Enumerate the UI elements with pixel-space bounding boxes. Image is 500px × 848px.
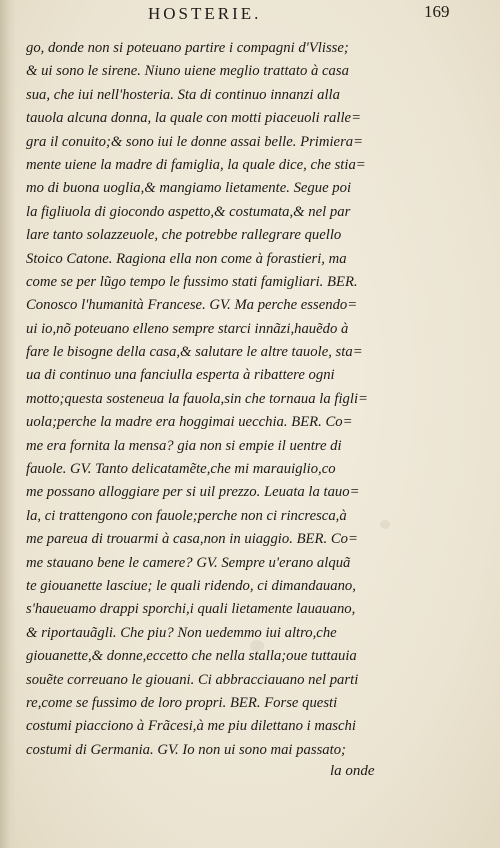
text-line: fauole. GV. Tanto delicatamẽte,che mi marauiglio,co bbox=[26, 461, 336, 478]
text-line: re,come se fussimo de loro propri. BER. Forse questi bbox=[26, 694, 338, 711]
text-line: mente uiene la madre di famiglia, la quale dice, che stia= bbox=[26, 156, 366, 173]
text-line: me possano alloggiare per si uil prezzo. Leuata la tauo= bbox=[26, 484, 360, 501]
text-line: gra il conuito;& sono iui le donne assai belle. Primiera= bbox=[26, 133, 364, 150]
text-line: la figliuola di giocondo aspetto,& costumata,& nel par bbox=[26, 203, 351, 220]
text-line: me stauano bene le camere? GV. Sempre u'erano alquã bbox=[26, 554, 351, 571]
text-line: go, donde non si poteuano partire i compagni d'Vlisse; bbox=[26, 40, 349, 56]
text-line: souẽte correuano le giouani. Ci abbracciauano nel parti bbox=[26, 671, 359, 688]
text-line: me era fornita la mensa? gia non si empie il uentre di bbox=[26, 437, 342, 454]
running-head: HOSTERIE. bbox=[148, 4, 262, 23]
text-line: mo di buona uoglia,& mangiamo lietamente. Segue poi bbox=[26, 180, 352, 197]
text-line: s'haueuamo drappi sporchi,i quali lietamente lauauano, bbox=[26, 601, 356, 618]
text-line: costumi piacciono à Frãcesi,à me piu dilettano i maschi bbox=[26, 718, 356, 735]
text-line: sua, che iui nell'hosteria. Sta di continuo innanzi alla bbox=[26, 86, 340, 103]
page-gutter-shadow bbox=[0, 0, 16, 848]
text-line: lare tanto solazzeuole, che potrebbe rallegrare quello bbox=[26, 227, 342, 244]
text-line: te giouanette lasciue; le quali ridendo, ci dimandauano, bbox=[26, 577, 356, 594]
text-line: Stoico Catone. Ragiona ella non come à forastieri, ma bbox=[26, 250, 347, 267]
body-text bbox=[26, 37, 406, 762]
text-line: Conosco l'humanità Francese. GV. Ma perche essendo= bbox=[26, 297, 358, 314]
text-line: fare le bisogne della casa,& salutare le altre tauole, sta= bbox=[26, 344, 363, 361]
page-number: 169 bbox=[424, 2, 450, 21]
catchword: la onde bbox=[330, 763, 375, 779]
text-line: ui io,nõ poteuano elleno sempre starci innãzi,hauẽdo à bbox=[26, 320, 349, 337]
text-line: ua di continuo una fanciulla esperta à ribattere ogni bbox=[26, 367, 335, 384]
text-line: giouanette,& donne,eccetto che nella stalla;oue tuttauia bbox=[26, 648, 357, 665]
text-line: & ui sono le sirene. Niuno uiene meglio trattato à casa bbox=[26, 63, 349, 80]
text-line: me pareua di trouarmi à casa,non in uiaggio. BER. Co= bbox=[26, 531, 358, 548]
text-line: & riportauãgli. Che piu? Non uedemmo iui altro,che bbox=[26, 624, 337, 641]
text-line: tauola alcuna donna, la quale con motti piaceuoli ralle= bbox=[26, 110, 361, 127]
text-line: la, ci trattengono con fauole;perche non ci rincresca,à bbox=[26, 507, 347, 524]
text-line: come se per lũgo tempo le fussimo stati famigliari. BER. bbox=[26, 273, 358, 290]
text-line: motto;questa sosteneua la fauola,sin che tornaua la figli= bbox=[26, 390, 368, 407]
text-line: uola;perche la madre era hoggimai uecchia. BER. Co= bbox=[26, 414, 353, 431]
text-line: costumi di Germania. GV. Io non ui sono mai passato; bbox=[26, 741, 346, 758]
